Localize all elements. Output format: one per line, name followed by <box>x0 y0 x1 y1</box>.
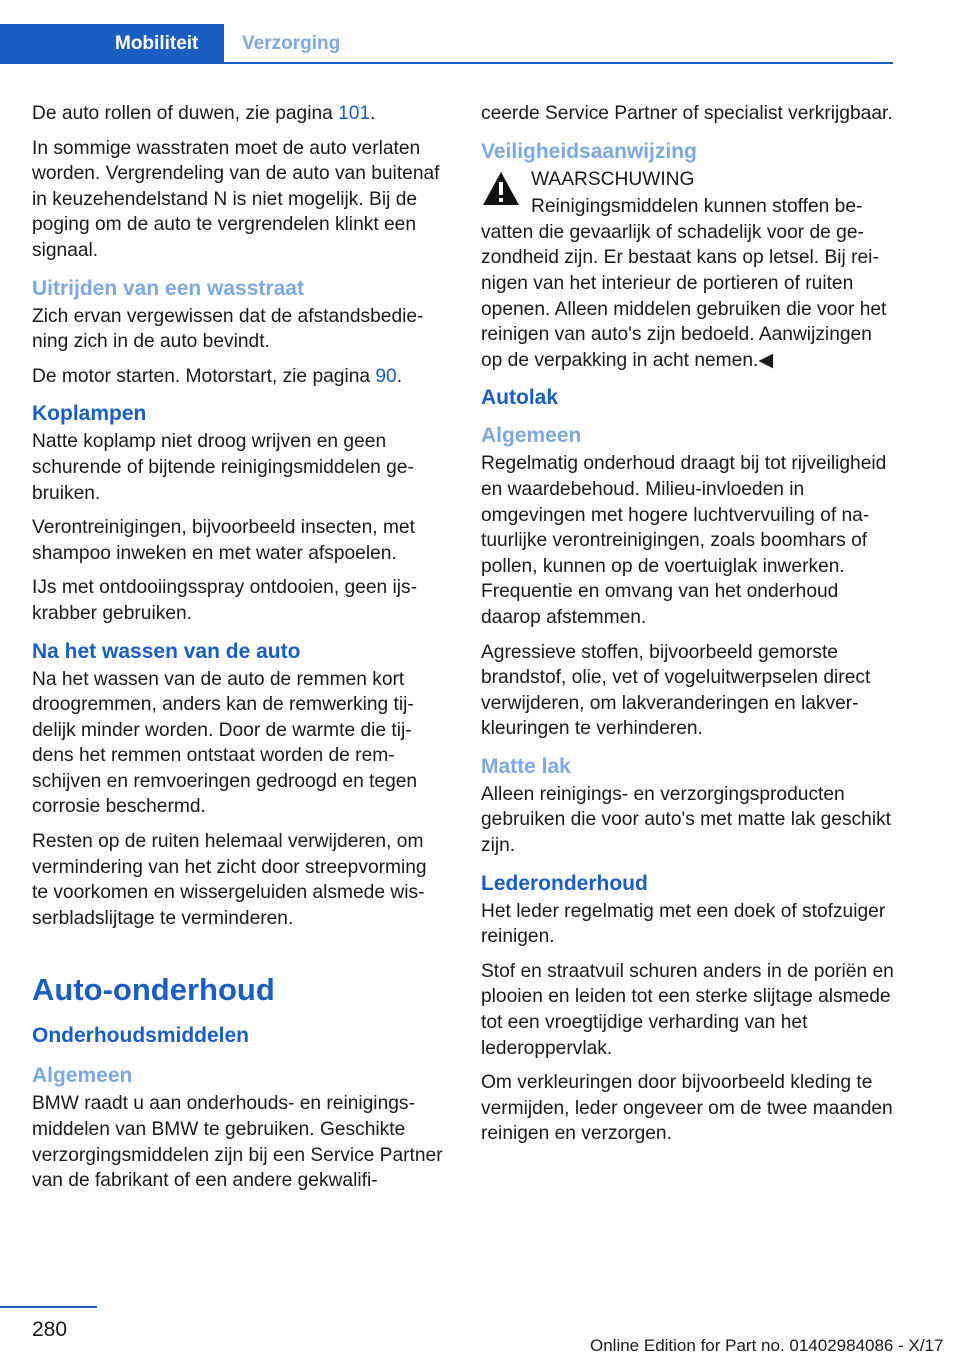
paragraph <box>32 101 446 127</box>
paragraph: Natte koplamp niet droog wrijven en geen schurende of bijtende reinigingsmiddelen gebruiken. <box>32 431 414 504</box>
text: . <box>396 365 403 387</box>
warning-triangle-icon <box>481 170 521 208</box>
right-column <box>481 101 895 1156</box>
warning-text: Reinigingsmiddelen kunnen stoffen bevatten die gevaarlijk of schadelijk voor de gezondheid zijn. Er bestaat kans op letsel. Bij reinigen van het interieur de portieren of ruiten openen. Alleen middelen gebruiken die voor het reinigen van auto's zijn bedoeld. Aanwijzingen op de verpakking in acht nemen.◀ <box>481 196 887 371</box>
paragraph: Agressieve stoffen, bijvoorbeeld gemorste brandstof, olie, vet of vogeluitwerpselen direct verwijderen, om lakveranderingen en lakverkleuringen te verhinderen. <box>481 641 871 740</box>
heading-algemeen: Algemeen <box>32 1064 133 1088</box>
heading-uitrijden: Uitrijden van een wasstraat <box>32 276 304 300</box>
tab-mobiliteit[interactable] <box>0 24 224 62</box>
page-number-rule <box>0 1306 97 1308</box>
paragraph: Zich ervan vergewissen dat de afstandsbediening zich in de auto bevindt. <box>32 305 424 353</box>
heading-algemeen: Algemeen <box>481 424 582 448</box>
warning-block <box>481 167 895 374</box>
heading-autolak: Autolak <box>481 386 559 410</box>
paragraph: BMW raadt u aan onderhouds- en reinigingsmiddelen van BMW te gebruiken. Geschikte verzorgingsmiddelen zijn bij een Service Partner van de fabrikant of een andere gekwalifi- <box>32 1093 443 1192</box>
heading-na-het-wassen: Na het wassen van de auto <box>32 639 301 663</box>
paragraph: Verontreinigingen, bijvoorbeeld insecten, met shampoo inweken en met water afspoelen. <box>32 517 415 564</box>
paragraph: Om verkleuringen door bijvoorbeeld kleding te vermijden, leder ongeveer om de twee maanden reinigen en verzorgen. <box>481 1072 893 1145</box>
heading-koplampen: Koplampen <box>32 402 147 426</box>
heading-veiligheidsaanwijzing: Veiligheidsaanwijzing <box>481 139 697 163</box>
paragraph: Alleen reinigings- en verzorgingsproducten gebruiken die voor auto's met matte lak geschikt zijn. <box>481 783 892 857</box>
text: . <box>370 103 376 124</box>
paragraph: Het leder regelmatig met een doek of stofzuiger reinigen. <box>481 900 886 948</box>
heading-lederonderhoud: Lederonderhoud <box>481 871 648 895</box>
text: De motor starten. Motorstart, zie pagina <box>32 365 376 387</box>
page-number: 280 <box>32 1318 68 1341</box>
paragraph: Na het wassen van de auto de remmen kort droogremmen, anders kan de remwerking tijdelijk minder worden. Door de warmte die tijdens het remmen ontstaat worden de remschijven en remvoeringen gedroogd en tegen corrosie beschermd. <box>32 668 418 818</box>
footer-edition: Online Edition for Part no. 01402984086 - X/17 <box>590 1336 944 1355</box>
warning-title: WAARSCHUWING <box>531 168 695 190</box>
paragraph: In sommige wasstraten moet de auto verlaten worden. Vergrendeling van de auto van buitenaf in keuzehendelstand N is niet mogelijk. Bij de poging om de auto te vergrendelen klinkt een signaal. <box>32 137 440 261</box>
paragraph: IJs met ontdooiingsspray ontdooien, geen ijskrabber gebruiken. <box>32 577 418 624</box>
paragraph: Stof en straatvuil schuren anders in de poriën en plooien en leiden tot een sterke slijtage alsmede tot een vroegtijdige verharding van het lederoppervlak. <box>481 960 894 1059</box>
page-link-90[interactable]: 90 <box>375 365 397 387</box>
header-tab-bar <box>0 24 893 64</box>
paragraph <box>32 364 446 390</box>
tab-verzorging[interactable]: Verzorging <box>242 33 341 54</box>
heading-onderhoudsmiddelen: Onderhoudsmiddelen <box>32 1024 250 1048</box>
text: De auto rollen of duwen, zie pagina <box>32 103 339 124</box>
paragraph: Resten op de ruiten helemaal verwijderen, om vermindering van het zicht door streepvorming te voorkomen en wissergeluiden alsmede wisserbladslijtage te verminderen. <box>32 831 427 929</box>
heading-auto-onderhoud: Auto-onderhoud <box>32 972 275 1008</box>
paragraph: ceerde Service Partner of specialist verkrijgbaar. <box>481 103 893 124</box>
left-column <box>32 101 446 1203</box>
paragraph: Regelmatig onderhoud draagt bij tot rijveiligheid en waardebehoud. Milieu-invloeden in omgevingen met hogere luchtvervuiling of natuurlijke verontreinigingen, zoals boomhars of pollen, kunnen op de voertuiglak inwerken. Frequentie en omvang van het onderhoud daarop afstemmen. <box>481 453 887 628</box>
page-link-101[interactable]: 101 <box>338 103 371 124</box>
heading-matte-lak: Matte lak <box>481 754 571 778</box>
tab-mobiliteit-label: Mobiliteit <box>115 33 199 54</box>
